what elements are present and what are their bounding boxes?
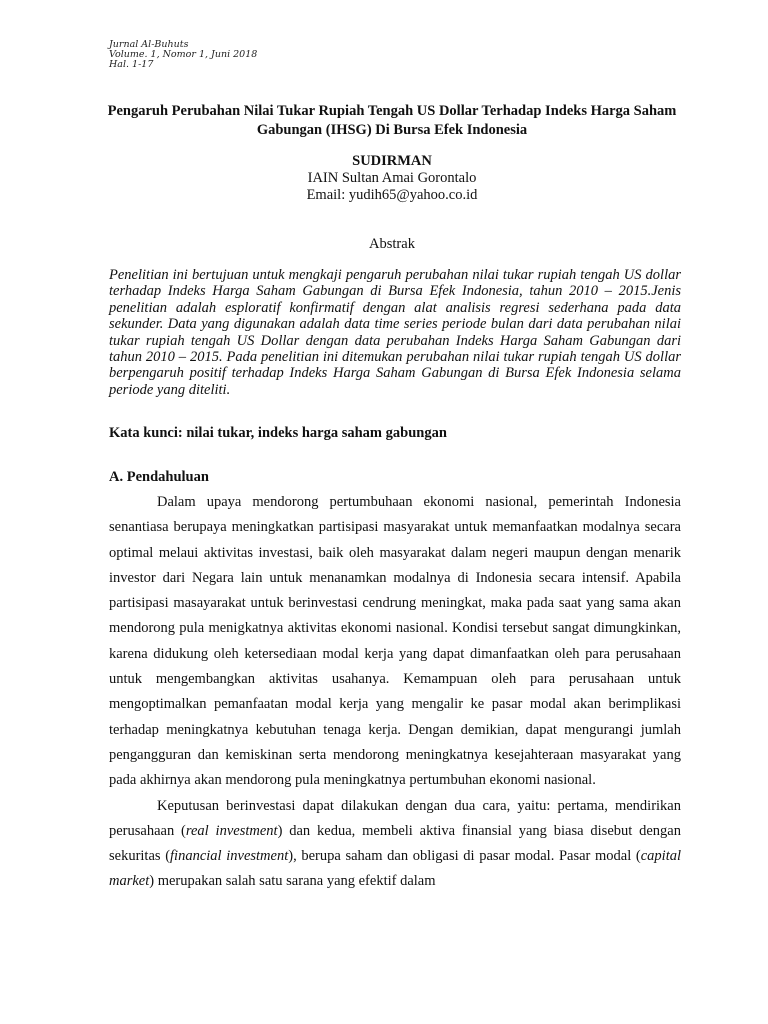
journal-header <box>109 40 257 70</box>
paragraph-2 <box>109 794 681 895</box>
term-real-investment: real investment <box>185 822 278 839</box>
journal-volume: Volume. 1, Nomor 1, Juni 2018 <box>109 49 258 60</box>
paragraph-2-part-a: Keputusan berinvestasi dapat dilakukan dengan dua cara, yaitu: pertama, mendirikan perusahaan ( <box>109 797 681 839</box>
keywords: Kata kunci: nilai tukar, indeks harga saham gabungan <box>109 425 447 441</box>
author-affiliation: IAIN Sultan Amai Gorontalo <box>307 170 477 186</box>
abstract-heading: Abstrak <box>369 236 415 252</box>
abstract-text: Penelitian ini bertujuan untuk mengkaji pengaruh perubahan nilai tukar rupiah tengah US dollar terhadap Indeks Harga Saham Gabungan di Bursa Efek Indonesia, tahun 2010 – 2015.Jenis penelitian adalah esploratif konfirmatif dengan alat analisis regresi sederhana pada data sekunder. Data yang digunakan adalah data time series periode bulan dari data perubahan nilai tukar rupiah tengah US Dollar dengan data perubahan Indeks Harga Saham Gabungan dari tahun 2010 – 2015. Pada penelitian ini ditemukan perubahan nilai tukar rupiah tengah US dollar berpengaruh positif terhadap Indeks Harga Saham Gabungan di Bursa Efek Indonesia selama periode yang diteliti. <box>109 267 681 398</box>
paragraph-1: Dalam upaya mendorong pertumbuhaan ekonomi nasional, pemerintah Indonesia senantiasa berupaya meningkatkan partisipasi masyarakat untuk memanfaatkan modalnya secara optimal melaui aktivitas investasi, baik oleh masyarakat dalam negeri maupun dengan menarik investor dari Negara lain untuk menanamkan modalnya di Indonesia secara intensif. Apabila partisipasi masayarakat untuk berinvestasi cendrung meningkat, maka pada saat yang sama akan mendorong pula menigkatnya aktivitas ekonomi nasional. Kondisi tersebut sangat dimungkinkan, karena didukung oleh ketersediaan modal kerja yang dapat dimanfaatkan oleh para perusahaan untuk mengembangkan aktivitas usahanya. Kemampuan oleh para perusahaan untuk mengoptimalkan pemanfaatan modal kerja yang mengalir ke pasar modal akan berimplikasi terhadap meningkatnya kebutuhan tenaga kerja. Dengan demikian, dapat mengurangi jumlah pengangguran dan kemiskinan serta mendorong meningkatnya kesejahteraan masyarakat yang pada akhirnya akan mendorong pula meningkatnya pertumbuhan ekonomi nasional. <box>109 494 681 789</box>
term-financial-investment: financial investment <box>170 848 289 865</box>
paper-title: Pengaruh Perubahan Nilai Tukar Rupiah Tengah US Dollar Terhadap Indeks Harga Saham Gabungan (IHSG) Di Bursa Efek Indonesia <box>107 103 677 138</box>
section-heading: A. Pendahuluan <box>109 469 209 485</box>
body-text <box>109 490 681 895</box>
author-block <box>96 153 688 204</box>
paragraph-2-part-c: ), berupa saham dan obligasi di pasar modal. Pasar modal ( <box>288 848 641 865</box>
journal-name: Jurnal Al-Buhuts <box>109 39 189 50</box>
author-email: Email: yudih65@yahoo.co.id <box>306 187 478 203</box>
term-capital-market: capital market <box>109 848 682 890</box>
journal-pages: Hal. 1-17 <box>109 59 154 70</box>
paragraph-2-part-b: ) dan kedua, membeli aktiva finansial yang biasa disebut dengan sekuritas ( <box>109 822 681 865</box>
author-name: SUDIRMAN <box>352 153 432 169</box>
paragraph-2-part-d: ) merupakan salah satu sarana yang efektif dalam <box>149 873 436 890</box>
